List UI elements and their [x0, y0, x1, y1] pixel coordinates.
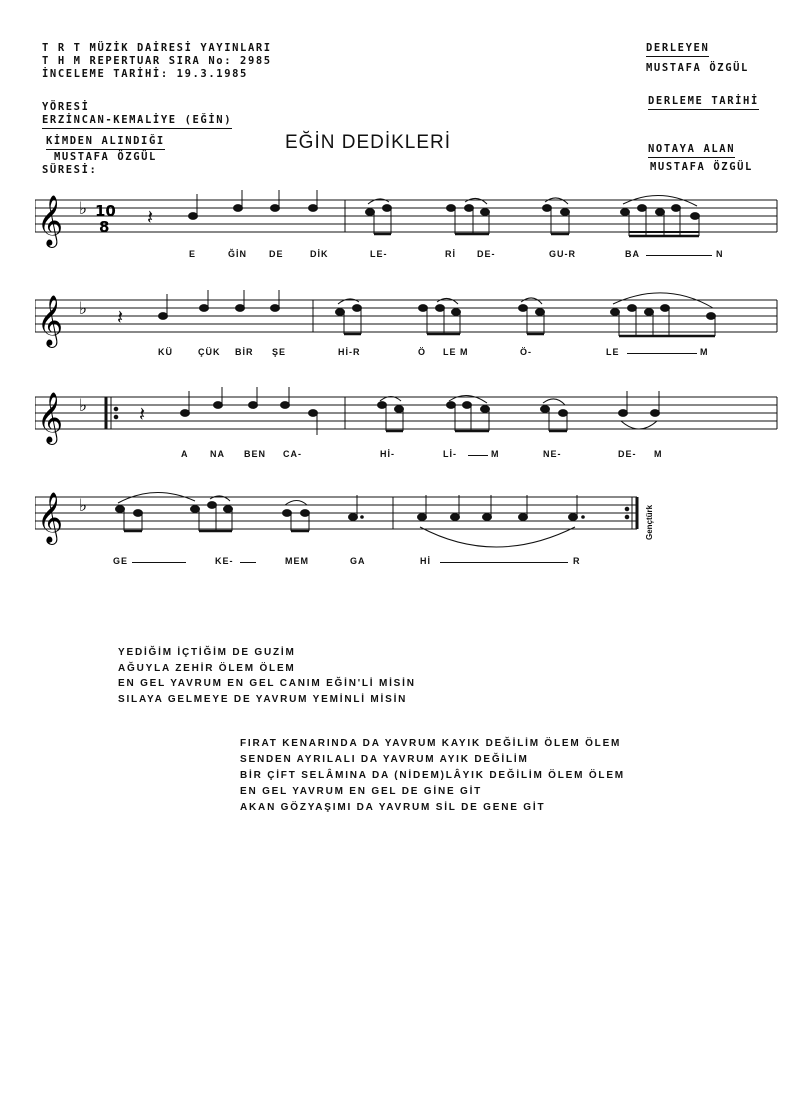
lyric-r4-6: R	[573, 556, 581, 566]
treble-clef-icon: 𝄞	[37, 195, 64, 246]
header-line-1: T R T MÜZİK DAİRESİ YAYINLARI	[42, 42, 272, 54]
song-title: EĞİN DEDİKLERİ	[285, 132, 452, 153]
lyric-r3-10: M	[654, 449, 663, 459]
staff-row-1	[35, 190, 780, 250]
lyric-r4-4: GA	[350, 556, 366, 566]
slurs-row-1	[368, 195, 697, 206]
notation-value: MUSTAFA ÖZGÜL	[650, 161, 753, 173]
lyric-r2-6: Ö	[418, 347, 427, 357]
lyric-r3-1: A	[181, 449, 189, 459]
time-signature-top: 10	[95, 202, 116, 220]
lyric-r2-3: BİR	[235, 347, 254, 357]
verse-1-line: EN GEL YAVRUM EN GEL CANIM EĞİN'Lİ MİSİN	[118, 678, 416, 689]
treble-clef-icon: 𝄞	[37, 392, 64, 443]
verse-1-line: AĞUYLA ZEHİR ÖLEM ÖLEM	[118, 662, 296, 674]
lyric-r3-5: Hİ-	[380, 449, 395, 459]
lyric-r4-3: MEM	[285, 556, 309, 566]
lyric-r2-4: ŞE	[272, 347, 287, 357]
lyric-extender	[646, 255, 712, 256]
staff-lines	[35, 497, 637, 529]
lyric-r3-3: BEN	[244, 449, 267, 459]
lyric-r2-1: KÜ	[158, 347, 173, 357]
source-label: KİMDEN ALINDIĞI	[46, 135, 165, 150]
lyric-r2-8: Ö-	[520, 347, 532, 357]
lyric-r4-1: GE	[113, 556, 129, 566]
region-value: ERZİNCAN-KEMALİYE (EĞİN)	[42, 114, 232, 129]
lyric-r3-8: NE-	[543, 449, 562, 459]
verse-2	[240, 736, 625, 816]
lyric-r1-9: BA	[625, 249, 640, 259]
lyric-r1-6: Rİ	[445, 249, 456, 259]
date-label: DERLEME TARİHİ	[648, 95, 759, 110]
lyric-r1-4: DİK	[310, 249, 329, 259]
notes-measure-1	[147, 190, 318, 229]
date-label-wrap	[648, 95, 759, 110]
lyric-r3-7: M	[491, 449, 500, 459]
lyric-r2-5: Hİ-R	[338, 347, 361, 357]
treble-clef-icon: 𝄞	[37, 295, 64, 346]
lyric-r3-9: DE-	[618, 449, 637, 459]
lyric-r3-4: CA-	[283, 449, 302, 459]
lyric-extender	[132, 562, 186, 563]
lyric-r2-2: ÇÜK	[198, 347, 221, 357]
notation-label: NOTAYA ALAN	[648, 143, 735, 158]
lyric-r1-10: N	[716, 249, 724, 259]
verse-2-line: AKAN GÖZYAŞIMI DA YAVRUM SİL DE GENE GİT	[240, 802, 546, 813]
region-label: YÖRESİ	[42, 101, 90, 113]
time-signature-bottom: 8	[99, 218, 110, 236]
verse-2-line: BİR ÇİFT SELÂMINA DA (NİDEM)LÂYIK DEĞİLİM ÖLEM ÖLEM	[240, 770, 625, 781]
lyric-extender	[440, 562, 568, 563]
treble-clef-icon: 𝄞	[37, 492, 64, 543]
compiler-label-wrap	[646, 42, 709, 57]
verse-2-line: EN GEL YAVRUM EN GEL DE GİNE GİT	[240, 786, 483, 797]
side-note: Gençtürk	[645, 504, 654, 540]
lyric-r2-9: LE	[606, 347, 620, 357]
lyric-r3-6: Lİ-	[443, 449, 457, 459]
duration-label: SÜRESİ:	[42, 164, 98, 176]
notes-row-2	[117, 290, 716, 336]
source-value: MUSTAFA ÖZGÜL	[54, 151, 157, 163]
lyric-r1-1: E	[189, 249, 197, 259]
notes-row-3	[139, 387, 660, 435]
staff-row-3	[35, 387, 780, 447]
svg-text:𝄽: 𝄽	[117, 305, 124, 329]
flat-key-signature: ♭	[79, 396, 88, 416]
verse-2-line: FIRAT KENARINDA DA YAVRUM KAYIK DEĞİLİM ÖLEM ÖLEM	[240, 738, 622, 749]
lyric-r2-10: M	[700, 347, 709, 357]
slurs-row-3	[380, 395, 657, 429]
verse-2-line: SENDEN AYRILALI DA YAVRUM AYIK DEĞİLİM	[240, 754, 529, 765]
staff-row-2	[35, 290, 780, 350]
lyric-extender	[468, 455, 488, 456]
verse-1-line: YEDİĞİM İÇTİĞİM DE GUZİM	[118, 647, 296, 658]
notes-measure-2	[366, 205, 700, 236]
flat-key-signature: ♭	[79, 299, 88, 319]
lyric-r1-7: DE-	[477, 249, 496, 259]
lyric-r1-5: LE-	[370, 249, 388, 259]
header-line-3: İNCELEME TARİHİ: 19.3.1985	[42, 68, 248, 80]
lyric-r1-2: ĞİN	[228, 249, 248, 259]
lyric-r2-7: LE M	[443, 347, 469, 357]
staff-row-4	[35, 487, 685, 557]
lyric-extender	[627, 353, 697, 354]
compiler-label: DERLEYEN	[646, 42, 709, 57]
header-line-2: T H M REPERTUAR SIRA No: 2985	[42, 55, 272, 67]
lyric-r4-2: KE-	[215, 556, 234, 566]
source-label-wrap	[46, 135, 165, 150]
flat-key-signature: ♭	[79, 199, 88, 219]
svg-text:𝄽: 𝄽	[139, 402, 146, 426]
staff-lines	[35, 397, 777, 429]
notation-label-wrap	[648, 143, 735, 158]
region-value-wrap	[42, 114, 232, 129]
svg-text:𝄽: 𝄽	[147, 205, 154, 229]
lyric-r1-8: GU-R	[549, 249, 576, 259]
compiler-value: MUSTAFA ÖZGÜL	[646, 62, 749, 74]
lyric-extender	[240, 562, 256, 563]
lyric-r1-3: DE	[269, 249, 284, 259]
lyric-r4-5: Hİ	[420, 556, 431, 566]
flat-key-signature: ♭	[79, 496, 88, 516]
lyric-r3-2: NA	[210, 449, 225, 459]
verse-1-line: SILAYA GELMEYE DE YAVRUM YEMİNLİ MİSİN	[118, 693, 408, 705]
verse-1	[118, 645, 416, 707]
slurs-row-4	[118, 492, 575, 547]
